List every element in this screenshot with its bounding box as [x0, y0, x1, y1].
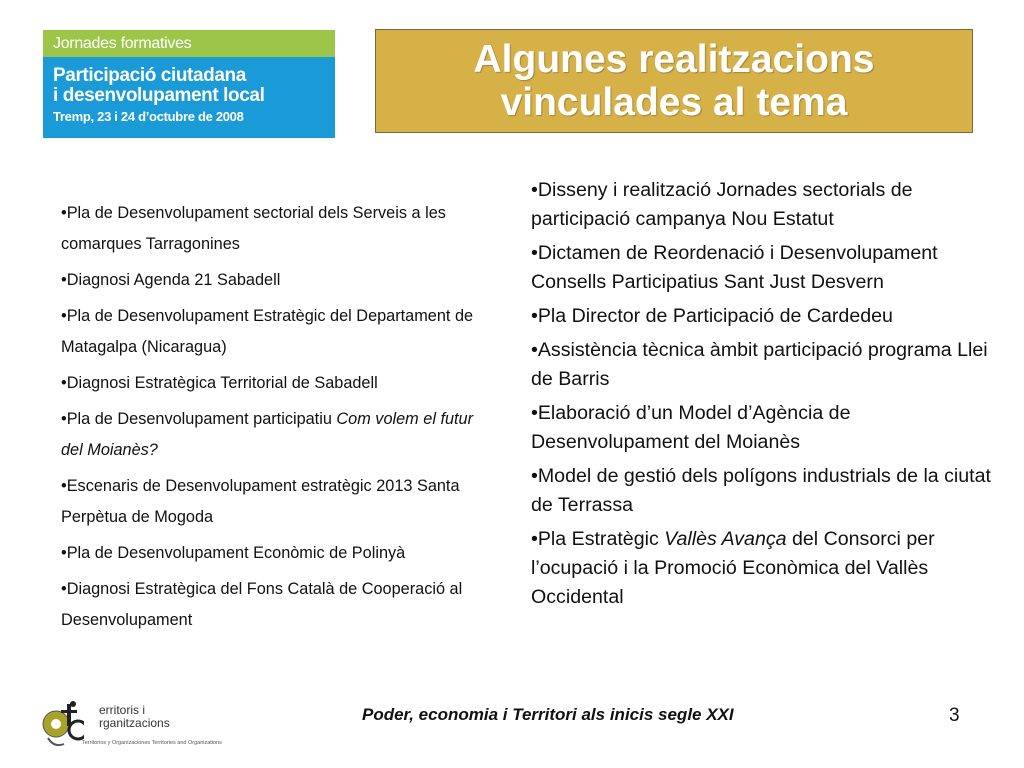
event-banner: [43, 30, 335, 138]
left-projects-list: [61, 198, 491, 641]
footer-caption: Poder, economia i Territori als inicis segle XXI: [362, 705, 734, 724]
banner-body: [43, 57, 335, 138]
list-item-text-end: del Consorci per l’ocupació i la Promoció Econòmica del Vallès Occidental: [531, 528, 935, 608]
slide-title-line2: vinculades al tema: [500, 81, 848, 124]
list-item-italic: Com volem el futur del Moianès?: [61, 410, 474, 459]
list-item-italic: Vallès Avança: [664, 528, 787, 550]
list-item: •Escenaris de Desenvolupament estratègic 2013 Santa Perpètua de Mogoda: [61, 477, 460, 526]
slide-title-line1: Algunes realitzacions: [473, 38, 875, 81]
banner-title-line2: i desenvolupament local: [53, 85, 265, 106]
organization-logo: [40, 698, 235, 752]
list-item: •Diagnosi Agenda 21 Sabadell: [61, 271, 281, 289]
list-item: •Dictamen de Reordenació i Desenvolupament Consells Participatius Sant Just Desvern: [531, 242, 938, 293]
list-item: •Diagnosi Estratègica Territorial de Sabadell: [61, 374, 378, 392]
logo-text-line2: rganitzacions: [99, 716, 170, 730]
list-item: •Pla de Desenvolupament Econòmic de Polinyà: [61, 544, 406, 562]
banner-label: Jornades formatives: [43, 30, 335, 57]
list-item: •Model de gestió dels polígons industrials de la ciutat de Terrassa: [531, 465, 991, 516]
list-item: •Pla de Desenvolupament sectorial dels Serveis a les comarques Tarragonines: [61, 204, 446, 253]
list-item: •Pla de Desenvolupament Estratègic del Departament de Matagalpa (Nicaragua): [61, 307, 474, 356]
slide-title-box: [375, 29, 973, 133]
logo-text-line1: erritoris i: [99, 703, 146, 717]
logo-figure-icon: [40, 698, 84, 752]
slide-title: [474, 38, 875, 124]
list-item-text: •Pla Estratègic: [531, 528, 665, 550]
list-item: •Elaboració d’un Model d’Agència de Desenvolupament del Moianès: [531, 402, 851, 453]
list-item: [531, 525, 1001, 612]
page-number: 3: [949, 705, 960, 726]
list-item: [61, 404, 491, 466]
right-projects-list: [531, 176, 1001, 617]
list-item: •Disseny i realització Jornades sectorials de participació campanya Nou Estatut: [531, 179, 913, 230]
logo-tagline: Territorios y Organizaciones Territories and Organizations: [82, 740, 222, 746]
list-item: •Diagnosi Estratègica del Fons Català de Cooperació al Desenvolupament: [61, 580, 463, 629]
list-item: •Assistència tècnica àmbit participació programa Llei de Barris: [531, 339, 988, 390]
banner-date: Tremp, 23 i 24 d’octubre de 2008: [53, 109, 244, 124]
banner-title-line1: Participació ciutadana: [53, 65, 246, 86]
list-item: •Pla Director de Participació de Cardedeu: [531, 305, 893, 327]
list-item-text: •Pla de Desenvolupament participatiu: [61, 410, 337, 428]
